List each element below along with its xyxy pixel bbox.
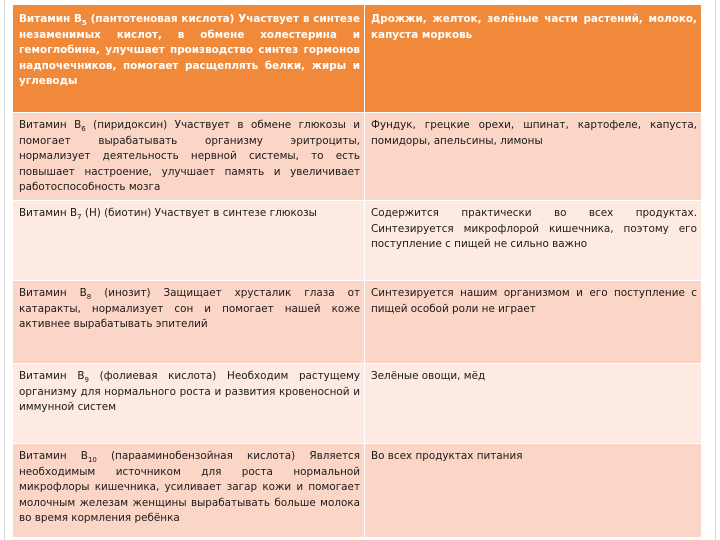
vitamin-name: Витамин $B_{10}$ [19, 449, 97, 465]
vitamin-sources-cell [365, 363, 702, 443]
slide-frame-right [715, 0, 716, 540]
vitamin-description: (инозит) Защищает хрусталик глаза от катаракты, нормализует сон и помогает нашей коже активнее вырабатывать эпителий [19, 286, 360, 331]
vitamin-description: (H) (биотин) Участвует в синтезе глюкозы [81, 206, 317, 219]
vitamin-sources: Во всех продуктах питания [371, 449, 523, 462]
vitamin-sources: Фундук, грецкие орехи, шпинат, картофеле, капуста, помидоры, апельсины, лимоны [371, 119, 697, 147]
vitamin-description: (фолиевая кислота) Необходим растущему организму для нормального роста и развития кровеносной и иммунной систем [19, 369, 361, 414]
vitamin-description-cell [13, 443, 365, 537]
table-row [13, 200, 702, 280]
vitamin-name: Витамин $B_8$ [19, 286, 92, 302]
vitamin-name: Витамин $B_7$ [19, 206, 82, 222]
vitamin-sources: Дрожжи, желток, зелёные части растений, молоко, капуста морковь [371, 13, 697, 41]
vitamin-sources: Зелёные овощи, мёд [371, 369, 486, 382]
table-row [13, 280, 702, 363]
slide-frame-left [4, 0, 5, 540]
vitamin-description-cell [13, 113, 365, 201]
vitamin-sources: Синтезируется нашим организмом и его поступление с пищей особой роли не играет [371, 286, 697, 315]
vitamin-name: Витамин $B_6$ [19, 119, 86, 134]
vitamin-description-cell [13, 280, 365, 363]
vitamin-sources-cell [365, 200, 702, 280]
vitamin-description: (парааминобензойная кислота) Является необходимым источником для роста нормальной микрофлоры кишечника, усиливает загар кожи и помогает молочным железам женщины вырабатывать больше молока во время кормления ребёнка [19, 449, 360, 525]
vitamin-description: Витамин $B_5$ (пантотеновая кислота) Участвует в синтезе незаменимых кислот, в обмене холестерина и гемоглобина, улучшает производство синтез гормонов надпочечников, помогает расщеплять белки, жиры и углеводы [19, 13, 360, 88]
vitamin-description: (пиридоксин) Участвует в обмене глюкозы и помогает вырабатывать организму эритроциты, нормализует деятельность нервной системы, то есть повышает настроение, улучшает память и увеличивает работоспособность мозга [19, 119, 360, 194]
vitamin-sources-cell [365, 113, 702, 201]
vitamin-description-cell [13, 200, 365, 280]
table-row [13, 443, 702, 537]
vitamin-name: Витамин $B_5$ [19, 13, 87, 28]
table-row [13, 5, 702, 113]
vitamin-description-cell [13, 363, 365, 443]
vitamin-sources-cell [365, 5, 702, 113]
table-row [13, 113, 702, 201]
vitamins-table [12, 4, 702, 538]
vitamin-sources-cell [365, 280, 702, 363]
table-row [13, 363, 702, 443]
vitamin-sources-cell [365, 443, 702, 537]
vitamin-description-cell [13, 5, 365, 113]
vitamin-name: Витамин $B_9$ [19, 369, 89, 385]
vitamin-sources: Содержится практически во всех продуктах. Синтезируется микрофлорой кишечника, поэтому его поступление с пищей не сильно важно [371, 206, 697, 251]
